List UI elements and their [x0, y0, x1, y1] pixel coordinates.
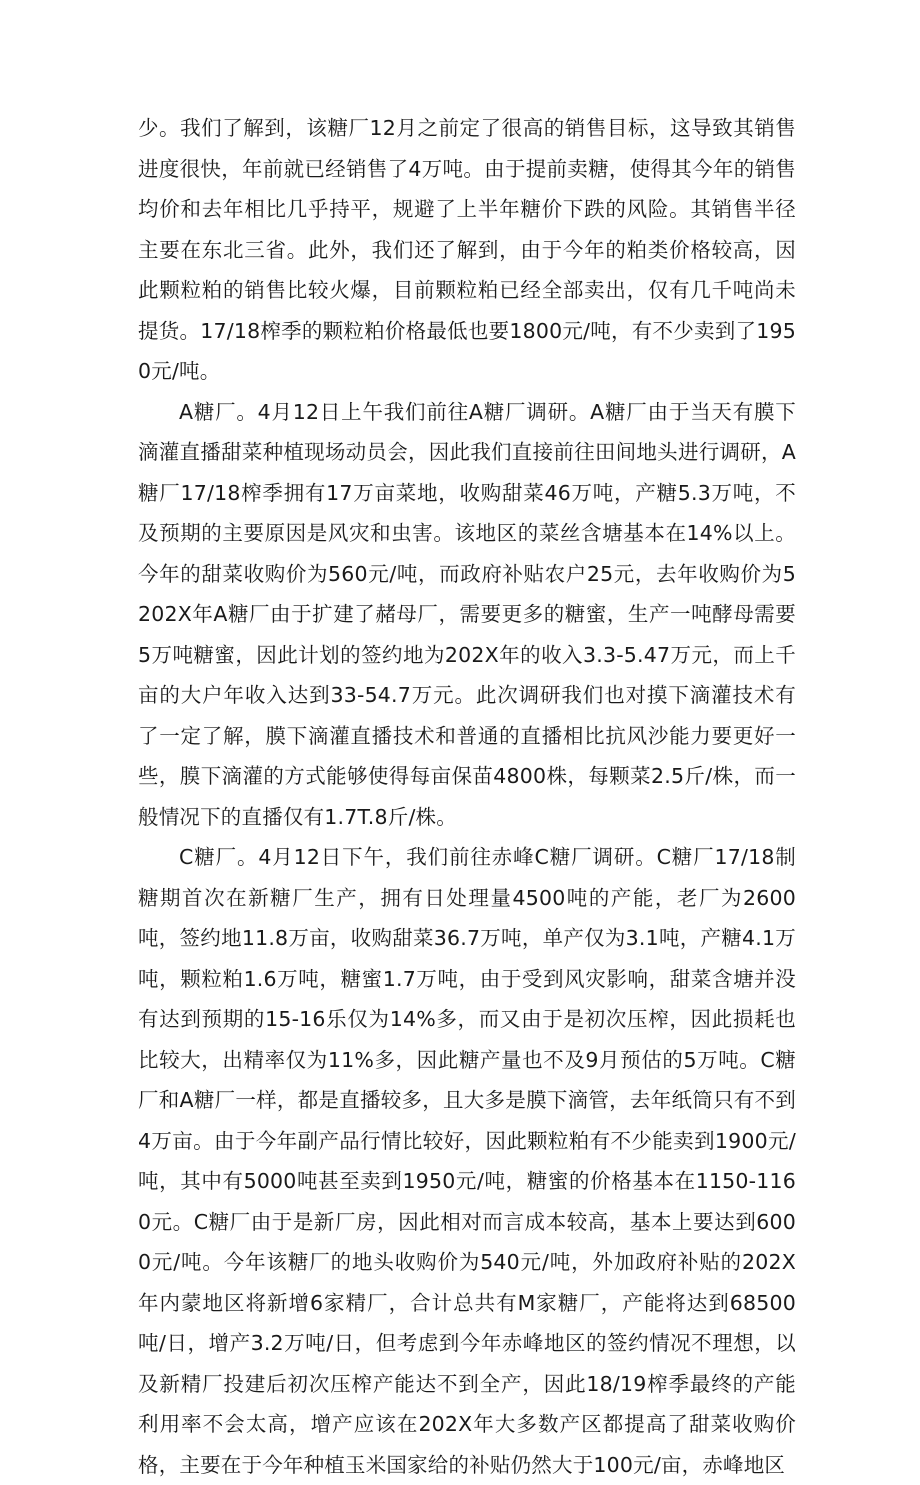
document-body: [138, 108, 796, 1485]
paragraph-sugar-factory-a: A糖厂。4月12日上午我们前往A糖厂调研。A糖厂由于当天有膜下滴灌直播甜菜种植现场动员会，因此我们直接前往田间地头进行调研，A糖厂17/18榨季拥有17万亩菜地，收购甜菜46万吨，产糖5.3万吨，不及预期的主要原因是风灾和虫害。该地区的菜丝含塘基本在14%以上。今年的甜菜收购价为560元/吨，而政府补贴农户25元，去年收购价为5202X年A糖厂由于扩建了赭母厂，需要更多的糖蜜，生产一吨酵母需要5万吨糖蜜，因此计划的签约地为202X年的收入3.3-5.47万元，而上千亩的大户年收入达到33-54.7万元。此次调研我们也对摸下滴灌技术有了一定了解，膜下滴灌直播技术和普通的直播相比抗风沙能力要更好一些，膜下滴灌的方式能够使得每亩保苗4800株，每颗菜2.5斤/株，而一般情况下的直播仅有1.7T.8斤/株。: [138, 399, 796, 829]
paragraph-continued-sales: 少。我们了解到，该糖厂12月之前定了很高的销售目标，这导致其销售进度很快，年前就已经销售了4万吨。由于提前卖糖，使得其今年的销售均价和去年相比几乎持平，规避了上半年糖价下跌的风险。其销售半径主要在东北三省。此外，我们还了解到，由于今年的粕类价格较高，因此颗粒粕的销售比较火爆，目前颗粒粕已经全部卖出，仅有几千吨尚未提货。17/18榨季的颗粒粕价格最低也要1800元/吨，有不少卖到了1950元/吨。: [138, 116, 796, 383]
paragraph-sugar-factory-c: C糖厂。4月12日下午，我们前往赤峰C糖厂调研。C糖厂17/18制糖期首次在新糖厂生产，拥有日处理量4500吨的产能，老厂为2600吨，签约地11.8万亩，收购甜菜36.7万吨，单产仅为3.1吨，产糖4.1万吨，颗粒粕1.6万吨，糖蜜1.7万吨，由于受到风灾影响，甜菜含塘并没有达到预期的15-16乐仅为14%多，而又由于是初次压榨，因此损耗也比较大，出精率仅为11%多，因此糖产量也不及9月预估的5万吨。C糖厂和A糖厂一样，都是直播较多，且大多是膜下滴管，去年纸筒只有不到4万亩。由于今年副产品行情比较好，因此颗粒粕有不少能卖到1900元/吨，其中有5000吨甚至卖到1950元/吨，糖蜜的价格基本在1150-1160元。C糖厂由于是新厂房，因此相对而言成本较高，基本上要达到6000元/吨。今年该糖厂的地头收购价为540元/吨，外加政府补贴的202X年内蒙地区将新增6家精厂，合计总共有M家糖厂，产能将达到68500吨/日，增产3.2万吨/日，但考虑到今年赤峰地区的签约情况不理想，以及新精厂投建后初次压榨产能达不到全产，因此18/19榨季最终的产能利用率不会太高，增产应该在202X年大多数产区都提高了甜菜收购价格，主要在于今年种植玉米国家给的补贴仍然大于100元/亩，赤峰地区: [138, 845, 796, 1477]
